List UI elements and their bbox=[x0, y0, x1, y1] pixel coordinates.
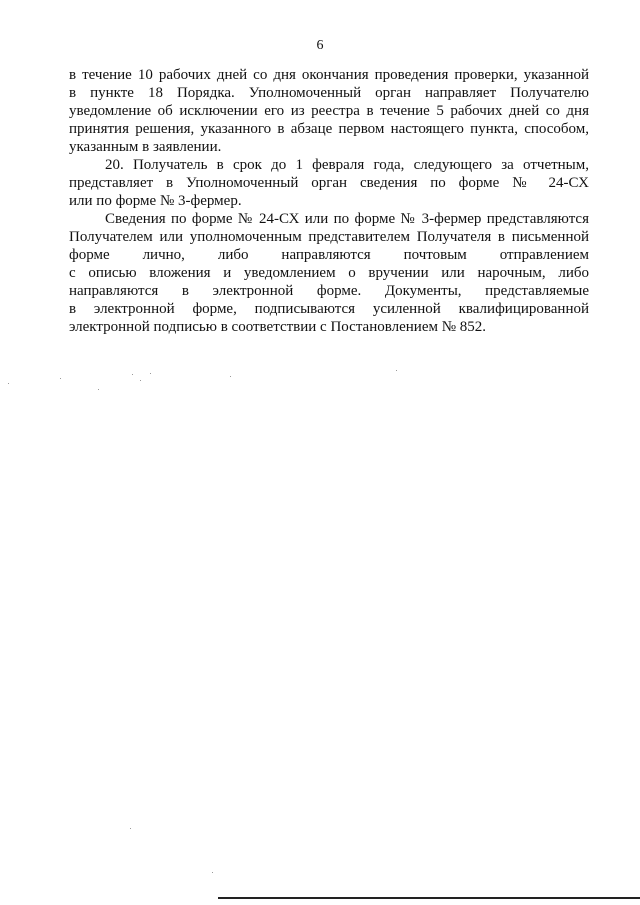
text-line: уведомление об исключении его из реестра в течение 5 рабочих дней со дня bbox=[69, 103, 589, 119]
text-line: направляются в электронной форме. Документы, представляемые bbox=[69, 283, 589, 299]
text-line: в течение 10 рабочих дней со дня окончания проведения проверки, указанной bbox=[69, 67, 589, 83]
scan-speck bbox=[130, 828, 131, 829]
text-line: представляет в Уполномоченный орган сведения по форме № 24-СХ bbox=[69, 175, 589, 191]
scan-speck bbox=[132, 374, 133, 375]
scan-speck bbox=[212, 872, 213, 873]
text-line: указанным в заявлении. bbox=[69, 139, 222, 155]
text-line: Сведения по форме № 24-СХ или по форме № 3-фермер представляются bbox=[105, 211, 589, 227]
scan-speck bbox=[60, 378, 61, 379]
text-line: электронной подписью в соответствии с Постановлением № 852. bbox=[69, 319, 487, 335]
text-line: или по форме № 3-фермер. bbox=[69, 193, 242, 209]
text-line: в пункте 18 Порядка. Уполномоченный орган направляет Получателю bbox=[69, 85, 589, 101]
scan-speck bbox=[150, 373, 151, 374]
bottom-scan-edge bbox=[218, 897, 640, 899]
scan-speck bbox=[230, 376, 231, 377]
text-line: форме лично, либо направляются почтовым отправлением bbox=[69, 247, 589, 263]
scan-speck bbox=[140, 380, 141, 381]
page-number: 6 bbox=[316, 38, 324, 53]
text-line: с описью вложения и уведомлением о вручении или нарочным, либо bbox=[69, 265, 589, 281]
scan-speck bbox=[396, 370, 397, 371]
text-line: принятия решения, указанного в абзаце первом настоящего пункта, способом, bbox=[69, 121, 589, 137]
scan-speck bbox=[8, 383, 9, 384]
text-line: Получателем или уполномоченным представителем Получателя в письменной bbox=[69, 229, 589, 245]
text-line: 20. Получатель в срок до 1 февраля года, следующего за отчетным, bbox=[105, 157, 589, 173]
text-line: в электронной форме, подписываются усиленной квалифицированной bbox=[69, 301, 589, 317]
scan-speck bbox=[98, 389, 99, 390]
